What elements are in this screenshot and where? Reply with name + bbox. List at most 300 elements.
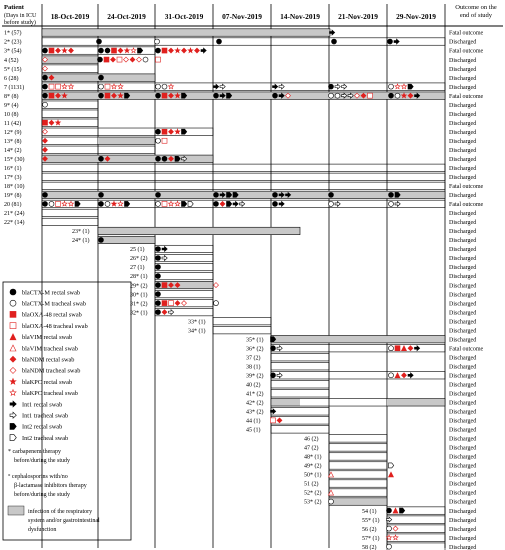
swab-marker-circle-open	[329, 93, 334, 98]
swab-marker-diamond-open	[10, 367, 16, 373]
outcome-label: Discharged	[449, 193, 477, 200]
legend-label: blaCTX-M rectal swab	[22, 289, 81, 297]
stay-bar	[42, 146, 155, 153]
outcome-label: Fatal outcome	[449, 30, 484, 37]
swab-marker-diamond-fill	[408, 346, 413, 351]
patient-label: 47 (2)	[304, 445, 319, 452]
swab-marker-diamond-fill	[169, 48, 174, 53]
patient-label: 22* (14)	[4, 220, 25, 227]
patient-label: 43* (2)	[246, 409, 264, 416]
outcome-label: Fatal outcome	[449, 93, 484, 100]
legend-label: blaCTX-M tracheal swab	[22, 300, 86, 308]
patient-row	[4, 29, 483, 37]
patient-label: 2* (23)	[4, 39, 22, 46]
swab-marker-triangle-fill	[10, 334, 16, 340]
swab-markers	[43, 30, 420, 550]
patient-header-sub2: before study)	[4, 20, 36, 26]
swab-marker-pent-fill	[75, 201, 80, 206]
outcome-label: Discharged	[449, 283, 477, 290]
swab-marker-square-open	[10, 323, 16, 329]
stay-bar	[271, 363, 329, 370]
patient-label: 1* (57)	[4, 30, 22, 37]
stay-bar	[42, 65, 98, 72]
swab-marker-arrow-fill	[279, 201, 284, 206]
swab-marker-arrow-open	[277, 373, 282, 378]
legend-label: Int2 rectal swab	[22, 423, 63, 431]
patient-label: 46 (2)	[304, 436, 319, 443]
outcome-label: Fatal outcome	[449, 346, 484, 353]
swab-marker-circle-fill	[217, 39, 222, 44]
infection-shading	[98, 137, 155, 144]
swab-marker-arrow-fill	[201, 48, 206, 53]
stay-bar	[329, 489, 387, 496]
stay-bar	[329, 462, 387, 469]
legend-item	[10, 300, 86, 307]
swab-marker-arrow-open	[220, 84, 225, 89]
patient-label: 26* (2)	[130, 256, 148, 263]
date-header: 14-Nov-2019	[280, 12, 320, 21]
swab-marker-pent-fill	[182, 201, 187, 206]
patient-row	[4, 191, 476, 199]
patient-label: 27 (1)	[130, 265, 145, 272]
outcome-label: Discharged	[449, 328, 477, 335]
outcome-label: Discharged	[449, 436, 477, 443]
patient-label: 50* (1)	[304, 472, 322, 479]
outcome-label: Discharged	[449, 526, 477, 533]
swab-marker-pent-fill	[408, 84, 413, 89]
patient-label: 31* (2)	[130, 301, 148, 308]
outcome-label: Fatal outcome	[449, 48, 484, 55]
swab-marker-square-fill	[162, 48, 167, 53]
legend-item	[10, 412, 68, 419]
swab-marker-circle-open	[49, 201, 54, 206]
outcome-label: Discharged	[449, 490, 477, 497]
swab-marker-diamond-fill	[162, 310, 167, 315]
patient-row	[304, 435, 476, 443]
swab-marker-star-fill	[175, 129, 180, 134]
swab-marker-circle-open	[395, 93, 400, 98]
patient-row	[4, 155, 476, 163]
patient-row	[246, 354, 476, 362]
swab-marker-circle-fill	[156, 129, 161, 134]
outcome-label: Discharged	[449, 220, 477, 227]
swab-marker-arrow-open	[162, 256, 167, 261]
legend-item	[10, 390, 78, 397]
infection-shading	[42, 56, 98, 63]
patient-header-sub1: (Days in ICU	[4, 13, 37, 19]
swab-marker-square-open	[56, 201, 61, 206]
patient-label: 13* (8)	[4, 138, 22, 145]
date-header: 31-Oct-2019	[164, 12, 204, 21]
patient-row	[304, 444, 476, 452]
swab-marker-circle-fill	[43, 192, 48, 197]
swab-marker-star-fill	[62, 48, 67, 53]
patient-label: 42* (2)	[246, 400, 264, 407]
outcome-label: Discharged	[449, 337, 477, 344]
note-infection-1: infection of the respiratory	[28, 509, 93, 515]
swab-marker-square-open	[162, 201, 167, 206]
outcome-label: Fatal outcome	[449, 202, 484, 209]
swab-marker-circle-fill	[97, 39, 102, 44]
patient-row	[304, 480, 476, 488]
swab-marker-circle-fill	[273, 201, 278, 206]
outcome-label: Discharged	[449, 301, 477, 308]
outcome-label: Discharged	[449, 256, 477, 263]
outcome-label: Discharged	[449, 544, 477, 550]
patient-header-title: Patient	[4, 4, 24, 11]
patient-label: 55* (1)	[362, 517, 380, 524]
patient-row	[362, 543, 476, 550]
swab-marker-star-open	[69, 84, 74, 89]
legend-item	[10, 435, 68, 442]
swab-marker-circle-fill	[43, 201, 48, 206]
outcome-label: Discharged	[449, 175, 477, 182]
stay-bar	[42, 38, 445, 45]
outcome-header-line1: Outcome on the	[455, 4, 497, 11]
swab-marker-circle-fill	[156, 265, 161, 270]
swab-marker-circle-open	[329, 201, 334, 206]
outcome-label: Discharged	[449, 84, 477, 91]
patient-row	[246, 390, 476, 398]
stay-bar	[271, 408, 329, 415]
patient-label: 12* (9)	[4, 129, 22, 136]
swab-marker-arrow-fill	[10, 401, 16, 407]
legend-items	[10, 289, 88, 442]
swab-marker-circle-fill	[99, 192, 104, 197]
legend-label: blaOXA-48 tracheal swab	[22, 322, 88, 330]
patient-row	[4, 137, 476, 145]
swab-marker-diamond-open	[214, 283, 219, 288]
stay-bar	[271, 426, 329, 433]
stay-bar	[155, 272, 213, 279]
swab-marker-star-open	[62, 84, 67, 89]
patient-row	[4, 209, 476, 217]
outcome-label: Discharged	[449, 129, 477, 136]
outcome-label: Discharged	[449, 409, 477, 416]
swab-marker-star-open	[402, 84, 407, 89]
swab-marker-circle-open	[214, 301, 219, 306]
date-header: 24-Oct-2019	[107, 12, 146, 21]
swab-marker-circle-open	[155, 39, 160, 44]
swab-marker-diamond-open	[124, 57, 129, 62]
infection-shading	[42, 29, 330, 36]
patient-row	[246, 363, 476, 371]
stay-bar	[42, 218, 98, 225]
patient-label: 40 (2)	[246, 382, 261, 389]
legend-item	[10, 401, 62, 408]
patient-label: 53* (2)	[304, 499, 322, 506]
outcome-label: Discharged	[449, 211, 477, 218]
legend-label: Int2 tracheal swab	[22, 434, 69, 442]
swab-marker-diamond-fill	[111, 57, 116, 62]
swab-marker-circle-open	[143, 57, 148, 62]
stay-bar	[42, 128, 213, 135]
patient-row	[246, 426, 476, 434]
swab-marker-circle-fill	[389, 93, 394, 98]
patient-label: 57* (1)	[362, 535, 380, 542]
swab-marker-diamond-fill	[220, 201, 225, 206]
timeline-grid	[2, 4, 503, 548]
swab-marker-pent-fill	[182, 129, 187, 134]
swab-marker-circle-open	[389, 201, 394, 206]
swab-marker-circle-open	[389, 373, 394, 378]
outcome-label: Discharged	[449, 247, 477, 254]
swab-marker-arrow-open	[395, 201, 400, 206]
patient-row	[4, 110, 476, 118]
outcome-label: Discharged	[449, 463, 477, 470]
outcome-label: Fatal outcome	[449, 184, 484, 191]
swab-marker-pent-fill	[400, 508, 405, 513]
swab-marker-arrow-fill	[233, 201, 238, 206]
patient-label: 37 (2)	[246, 355, 261, 362]
swab-marker-triangle-fill	[402, 346, 407, 351]
stay-bar	[329, 444, 387, 451]
stay-bar	[329, 480, 387, 487]
outcome-label: Discharged	[449, 517, 477, 524]
outcome-label: Discharged	[449, 508, 477, 515]
stay-bar	[42, 101, 98, 108]
note-ceph-1: ° cephalosporins with/no	[8, 474, 68, 480]
patient-row	[4, 74, 476, 82]
swab-marker-arrow-fill	[273, 84, 278, 89]
swab-marker-circle-fill	[329, 84, 334, 89]
legend-label: blaVIM rectal swab	[22, 334, 73, 342]
swab-marker-circle-fill	[273, 192, 278, 197]
swab-marker-circle-fill	[156, 192, 161, 197]
legend-item	[10, 311, 82, 318]
patient-label: 16* (1)	[4, 166, 22, 172]
patient-row	[246, 335, 476, 343]
swab-marker-square-fill	[49, 48, 54, 53]
patient-label: 56 (2)	[362, 526, 377, 533]
swab-marker-circle-fill	[329, 192, 334, 197]
outcome-label: Discharged	[449, 310, 477, 317]
swab-marker-arrow-open	[240, 201, 245, 206]
stay-bar	[155, 263, 213, 270]
stay-bar	[213, 326, 271, 333]
swab-marker-arrow-fill	[214, 84, 219, 89]
swab-marker-circle-open	[387, 544, 392, 549]
infection-shading	[271, 399, 300, 406]
outcome-label: Discharged	[449, 418, 477, 425]
swab-marker-circle-open	[156, 201, 161, 206]
patient-label: 35* (1)	[246, 337, 264, 344]
outcome-label: Discharged	[449, 265, 477, 272]
swab-marker-arrow-fill	[415, 346, 420, 351]
patient-label: 29* (2)	[130, 283, 148, 290]
swab-marker-diamond-fill	[402, 373, 407, 378]
swab-marker-star-open	[169, 84, 174, 89]
patient-row	[4, 65, 476, 73]
swab-marker-arrow-open	[277, 346, 282, 351]
patient-label: 36* (2)	[246, 346, 264, 353]
swab-marker-diamond-fill	[195, 48, 200, 53]
patient-row	[4, 119, 476, 127]
patient-row	[4, 164, 476, 172]
swab-marker-diamond-fill	[118, 48, 123, 53]
swab-marker-star-open	[62, 201, 67, 206]
swab-marker-arrow-open	[279, 84, 284, 89]
patient-label: 5* (15)	[4, 66, 22, 73]
swab-marker-star-fill	[112, 201, 117, 206]
patient-label: 11 (42)	[4, 120, 22, 127]
swab-marker-circle-fill	[156, 283, 161, 288]
legend	[3, 282, 131, 540]
swab-marker-diamond-fill	[49, 120, 54, 125]
patient-row	[362, 507, 476, 515]
patient-label: 20 (81)	[4, 202, 22, 209]
patient-row	[130, 272, 476, 280]
stay-bar	[213, 317, 271, 324]
outcome-label: Discharged	[449, 427, 477, 434]
swab-marker-star-open	[118, 84, 123, 89]
swab-marker-diamond-fill	[169, 129, 174, 134]
swab-marker-star-open	[169, 201, 174, 206]
swab-marker-square-fill	[162, 301, 167, 306]
outcome-label: Discharged	[449, 156, 477, 163]
swab-marker-arrow-open	[342, 84, 347, 89]
patient-row	[72, 227, 476, 235]
swab-marker-circle-fill	[99, 93, 104, 98]
swab-marker-circle-fill	[388, 39, 393, 44]
note-ceph-2: β-lactamase inhibitors therapy	[14, 483, 87, 489]
patient-label: 28* (1)	[130, 274, 148, 281]
swab-marker-square-open	[368, 93, 373, 98]
note-infection-3: dysfunction	[28, 527, 57, 533]
swab-marker-triangle-fill	[389, 472, 394, 477]
patient-label: 52* (2)	[304, 490, 322, 497]
swab-marker-diamond-fill	[277, 418, 282, 423]
patient-label: 33* (1)	[188, 319, 206, 326]
patient-row	[246, 399, 476, 407]
stay-bar	[42, 173, 445, 180]
swab-marker-circle-fill	[98, 57, 103, 62]
patient-row	[362, 516, 476, 524]
swab-marker-circle-fill	[389, 192, 394, 197]
swab-marker-square-fill	[105, 93, 110, 98]
patient-label: 3* (54)	[4, 48, 22, 55]
outcome-label: Discharged	[449, 120, 477, 127]
infection-shading	[271, 335, 445, 342]
patient-row	[130, 308, 476, 316]
infection-shading	[329, 498, 387, 505]
swab-marker-star-open	[131, 48, 136, 53]
infection-shading	[98, 236, 155, 243]
stay-bar	[42, 209, 98, 216]
swab-marker-diamond-open	[393, 526, 398, 531]
infection-shading	[42, 155, 213, 162]
swab-marker-pent-open	[10, 435, 16, 441]
stay-bar	[329, 453, 387, 460]
swab-marker-circle-open	[335, 93, 340, 98]
swab-marker-triangle-fill	[395, 373, 400, 378]
stay-bar	[387, 543, 445, 550]
swab-marker-circle-open	[156, 138, 161, 143]
patient-label: 39* (2)	[246, 373, 264, 380]
swab-marker-star-open	[175, 201, 180, 206]
outcome-label: Discharged	[449, 391, 477, 398]
swab-marker-star-open	[393, 535, 398, 540]
swab-marker-circle-fill	[156, 246, 161, 251]
patient-label: 38 (1)	[246, 364, 261, 371]
swab-marker-pent-open	[188, 201, 193, 206]
outcome-label: Discharged	[449, 445, 477, 452]
outcome-label: Discharged	[449, 382, 477, 389]
swab-marker-circle-fill	[10, 289, 16, 295]
legend-item	[10, 378, 72, 385]
swab-marker-circle-fill	[43, 84, 48, 89]
stay-bar	[271, 372, 445, 379]
patient-label: 34* (1)	[188, 328, 206, 335]
swab-marker-circle-open	[10, 300, 16, 306]
swab-marker-circle-open	[387, 526, 392, 531]
swab-marker-square-fill	[162, 129, 167, 134]
swab-marker-diamond-fill	[43, 138, 48, 143]
patient-label: 10 (8)	[4, 111, 19, 118]
swab-marker-circle-fill	[156, 93, 161, 98]
legend-label: Int1 rectal swab	[22, 401, 63, 409]
patient-row	[130, 281, 476, 289]
patient-row	[72, 236, 476, 244]
outcome-label: Discharged	[449, 319, 477, 326]
patient-label: 18* (10)	[4, 184, 25, 191]
patient-label: 4 (52)	[4, 57, 19, 64]
patient-row	[188, 326, 476, 334]
swab-marker-square-fill	[43, 120, 48, 125]
patient-label: 49* (2)	[304, 463, 322, 470]
stay-bar	[42, 182, 445, 189]
swab-marker-arrow-open	[335, 84, 340, 89]
patient-row	[4, 173, 476, 181]
patient-label: 32* (1)	[130, 310, 148, 317]
swab-marker-pent-fill	[10, 423, 16, 429]
swab-marker-triangle-fill	[393, 508, 398, 513]
swab-marker-arrow-fill	[162, 246, 167, 251]
swab-marker-square-fill	[104, 57, 109, 62]
legend-item	[10, 323, 88, 330]
stay-bar	[329, 435, 387, 442]
patient-row	[362, 534, 476, 542]
note-ceph-3: before/during the study	[14, 492, 70, 498]
swab-marker-circle-fill	[156, 292, 161, 297]
date-header: 18-Oct-2019	[50, 12, 90, 21]
legend-label: Int1 tracheal swab	[22, 412, 69, 420]
swab-marker-circle-fill	[156, 156, 161, 161]
swab-marker-pent-fill	[125, 201, 130, 206]
swab-marker-circle-fill	[105, 48, 110, 53]
stay-bar	[42, 110, 98, 117]
note-carbapenem-1: * carbapenem therapy	[8, 449, 61, 455]
swab-marker-circle-fill	[273, 93, 278, 98]
swab-marker-square-open	[105, 84, 110, 89]
swab-marker-circle-fill	[332, 39, 337, 44]
swab-marker-circle-fill	[156, 256, 161, 261]
swab-marker-circle-fill	[214, 93, 219, 98]
outcome-label: Discharged	[449, 238, 477, 245]
outcome-label: Discharged	[449, 355, 477, 362]
patient-label: 24* (1)	[72, 238, 90, 245]
swab-marker-pent-fill	[227, 201, 232, 206]
swab-marker-diamond-fill	[130, 57, 135, 62]
legend-label: blaVIM tracheal swab	[22, 345, 78, 353]
patient-row	[4, 128, 476, 136]
outcome-label: Discharged	[449, 138, 477, 145]
swab-marker-square-fill	[112, 48, 117, 53]
patient-row	[246, 381, 476, 389]
swab-marker-square-open	[117, 57, 122, 62]
swab-marker-circle-open	[105, 201, 110, 206]
outcome-label: Discharged	[449, 535, 477, 542]
